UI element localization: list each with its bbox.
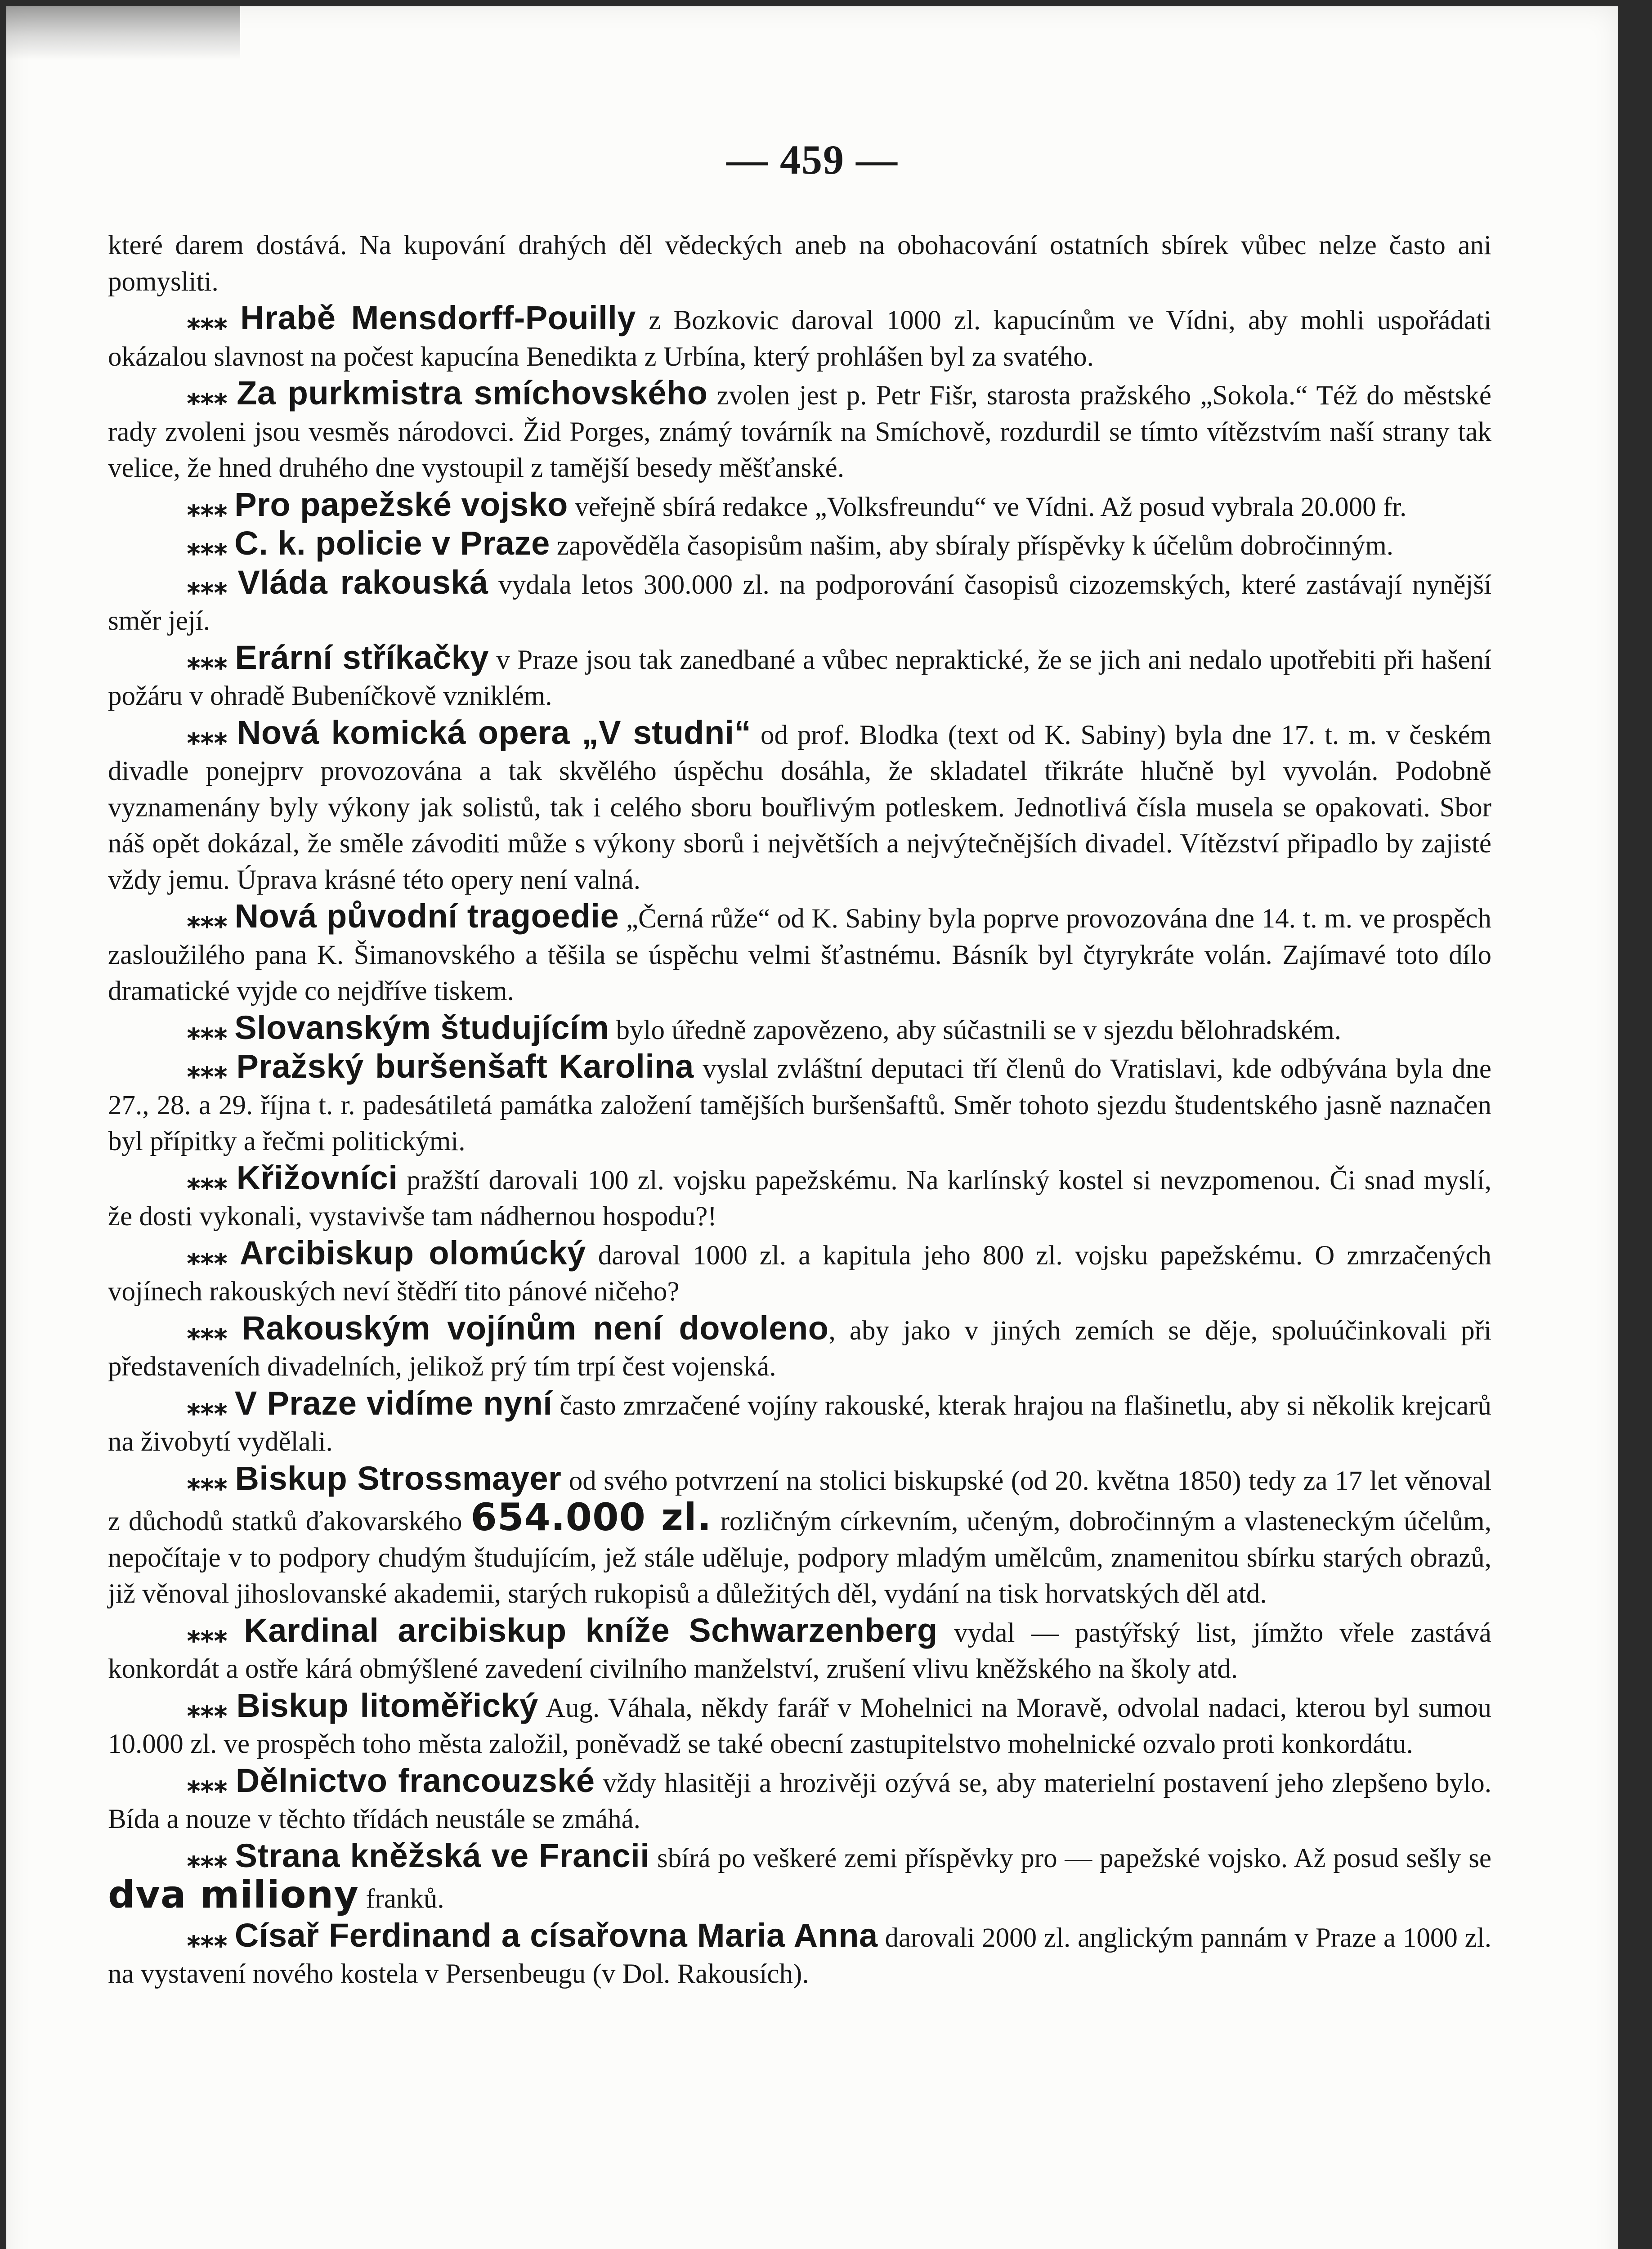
paragraph-heading: Nová původní tragoedie — [234, 897, 619, 935]
paragraph-text-continued: rozličným církevním, učeným, dobročinným a vlasteneckým účelům, nepočítaje v to podpory chudým študujícím, jež stále uděluje, podpory mladým umělcům, znamenitou sbírku starých obrazů, již věnoval jihoslovanské akademii, starých rukopisů a důležitých děl, vydání na tisk horvatských děl atd. — [108, 1506, 1491, 1609]
asterism-mark: ⁎⁎⁎ — [187, 1015, 228, 1045]
news-paragraph — [108, 1688, 1491, 1763]
news-paragraph — [108, 1310, 1491, 1385]
asterism-mark: ⁎⁎⁎ — [187, 1241, 228, 1270]
asterism-mark: ⁎⁎⁎ — [187, 904, 228, 933]
asterism-mark: ⁎⁎⁎ — [187, 1693, 228, 1723]
asterism-mark: ⁎⁎⁎ — [187, 720, 228, 750]
news-paragraph — [108, 300, 1491, 375]
paragraph-heading: Císař Ferdinand a císařovna Maria Anna — [234, 1916, 878, 1954]
news-paragraph — [108, 1838, 1491, 1917]
asterism-mark: ⁎⁎⁎ — [187, 645, 228, 675]
paragraph-text: daroval 1000 zl. a kapitula jeho 800 zl. vojsku papežskému. O zmrzačených vojínech rakouských neví štědří tito pánové ničeho? — [108, 1240, 1492, 1307]
asterism-mark: ⁎⁎⁎ — [187, 1466, 228, 1496]
asterism-mark: ⁎⁎⁎ — [187, 1843, 228, 1873]
news-paragraph — [108, 1917, 1491, 1993]
paragraph-heading: Křižovníci — [236, 1159, 398, 1196]
paragraph-text: které darem dostává. Na kupování drahých děl vědeckých aneb na obohacování ostatních sbírek vůbec nelze často ani pomysliti. — [108, 230, 1491, 297]
paragraph-text: vždy hlasitěji a hrozivěji ozývá se, aby materielní postavení jeho zlepšeno bylo. Bída a nouze v těchto třídách neustále se zmáhá. — [108, 1768, 1492, 1834]
paragraph-text: v Praze jsou tak zanedbané a vůbec nepraktické, že se jich ani nedalo upotřebiti při hašení požáru v ohradě Bubeníčkově vzniklém. — [108, 645, 1491, 711]
asterism-mark: ⁎⁎⁎ — [187, 1768, 228, 1798]
news-paragraph — [108, 228, 1491, 300]
paragraph-text: vydal — pastýřský list, jímžto vřele zastává konkordát a ostře kárá obmýšlené zavedení civilního manželství, zrušení vlivu kněžského na školy atd. — [108, 1617, 1491, 1684]
asterism-mark: ⁎⁎⁎ — [187, 381, 228, 410]
paragraph-heading: Biskup Strossmayer — [235, 1459, 562, 1497]
paragraph-text: „Černá růže“ od K. Sabiny byla poprve provozována dne 14. t. m. ve prospěch zasloužilého pana K. Šimanovského a těšila se úspěchu velmi šťastnému. Básník byl čtyrykráte volán. Zajímavé toto dílo dramatické vyjde co nejdříve tiskem. — [108, 904, 1491, 1006]
emphasized-amount: 654.000 zl. — [470, 1495, 712, 1539]
paragraph-heading: Slovanským študujícím — [234, 1008, 609, 1046]
paragraph-heading: Vláda rakouská — [237, 563, 488, 601]
emphasized-amount: dva miliony — [108, 1873, 359, 1917]
scan-corner-shadow — [6, 6, 240, 60]
paragraph-heading: V Praze vidíme nyní — [234, 1384, 553, 1422]
news-paragraph — [108, 1010, 1491, 1049]
asterism-mark: ⁎⁎⁎ — [187, 1618, 228, 1648]
news-paragraph — [108, 640, 1491, 715]
paragraph-text: zvolen jest p. Petr Fišr, starosta pražského „Sokola.“ Též do městské rady zvoleni jsou vesměs národovci. Žid Porges, známý továrník na Smíchově, rozdurdil se tímto vítězstvím naší strany tak velice, že hned druhého dne vystoupil z tamější besedy měšťanské. — [108, 381, 1492, 483]
paragraph-text: z Bozkovic daroval 1000 zl. kapucínům ve Vídni, aby mohli uspořádati okázalou slavnost na počest kapucína Benedikta z Urbína, který prohlášen byl za svatého. — [108, 305, 1492, 372]
asterism-mark: ⁎⁎⁎ — [187, 1054, 228, 1084]
news-paragraph — [108, 898, 1491, 1010]
news-paragraph — [108, 1160, 1491, 1235]
paragraph-heading: Za purkmistra smíchovského — [237, 374, 708, 412]
paragraph-text: sbírá po veškeré zemi příspěvky pro — papežské vojsko. Až posud sešly se — [649, 1843, 1492, 1873]
paragraph-text: vyslal zvláštní deputaci tří členů do Vratislavi, kde odbývána byla dne 27., 28. a 29. října t. r. padesátiletá památka založení tamějších buršenšaftů. Směr tohoto sjezdu študentského jasně naznačen byl přípitky a řečmi politickými. — [108, 1054, 1491, 1156]
paragraph-heading: Strana kněžská ve Francii — [235, 1837, 650, 1874]
news-paragraph — [108, 487, 1491, 526]
news-paragraph — [108, 375, 1491, 487]
paragraph-text: vydala letos 300.000 zl. na podporování časopisů cizozemských, které zastávají nynější směr její. — [108, 569, 1492, 636]
asterism-mark: ⁎⁎⁎ — [187, 1316, 228, 1345]
document-page — [6, 6, 1618, 2249]
paragraph-heading: Hrabě Mensdorff-Pouilly — [240, 299, 636, 336]
asterism-mark: ⁎⁎⁎ — [187, 1923, 228, 1953]
paragraph-heading: Arcibiskup olomúcký — [240, 1234, 586, 1272]
news-paragraph — [108, 525, 1491, 564]
news-paragraph — [108, 564, 1491, 640]
paragraph-text: často zmrzačené vojíny rakouské, kterak hrajou na flašinetlu, aby si několik krejcarů na živobytí vydělali. — [108, 1390, 1491, 1457]
asterism-mark: ⁎⁎⁎ — [187, 531, 228, 560]
news-paragraph — [108, 1385, 1491, 1461]
page-number: — 459 — — [726, 137, 898, 183]
paragraph-heading: Pražský buršenšaft Karolina — [236, 1048, 694, 1085]
paragraph-text: pražští darovali 100 zl. vojsku papežskému. Na karlínský kostel si nevzpomenou. Či snad myslí, že dosti vykonali, vystavivše tam nádhernou hospodu?! — [108, 1165, 1491, 1232]
paragraph-text: bylo úředně zapovězeno, aby súčastnili se v sjezdu bělohradském. — [609, 1015, 1342, 1045]
paragraph-heading: C. k. policie v Praze — [234, 524, 550, 562]
paragraph-text: , aby jako v jiných zemích se děje, spoluúčinkovali při představeních divadelních, jelikož prý tím trpí čest vojenská. — [108, 1315, 1491, 1382]
asterism-mark: ⁎⁎⁎ — [187, 570, 228, 600]
paragraph-text: od svého potvrzení na stolici biskupské (od 20. května 1850) tedy za 17 let věnoval z důchodů statků ďakovarského — [108, 1465, 1491, 1537]
paragraph-heading: Nová komická opera „V studni“ — [237, 713, 752, 751]
paragraph-heading: Rakouským vojínům není dovoleno — [242, 1309, 829, 1347]
asterism-mark: ⁎⁎⁎ — [187, 1391, 228, 1420]
asterism-mark: ⁎⁎⁎ — [187, 1165, 228, 1195]
paragraph-heading: Biskup litoměřický — [236, 1686, 538, 1724]
paragraph-heading: Pro papežské vojsko — [234, 485, 568, 523]
news-paragraph — [108, 1048, 1491, 1160]
paragraph-text-continued: franků. — [358, 1884, 444, 1914]
news-paragraph — [108, 1763, 1491, 1838]
paragraph-heading: Erární stříkačky — [235, 638, 489, 676]
paragraph-text: od prof. Blodka (text od K. Sabiny) byla dne 17. t. m. v českém divadle ponejprv provozována a tak skvělého úspěchu dosáhla, že skladatel třikráte hlučně byl vyvolán. Podobně vyznamenány byly výkony jak solistů, tak i celého sboru bouřlivým potleskem. Jednotlivá čísla musela se opakovati. Sbor náš opět dokázal, že směle závoditi může s výkony sborů i největších a nejvýtečnějších divadel. Vítězství připadlo by zajisté vždy jemu. Úprava krásné této opery není valná. — [108, 720, 1492, 895]
paragraph-heading: Dělnictvo francouzské — [235, 1761, 595, 1799]
paragraph-text: Aug. Váhala, někdy farář v Mohelnici na Moravě, odvolal nadaci, kterou byl sumou 10.000 zl. ve prospěch toho města založil, poněvadž se také obecní zastupitelstvo mohelnické ozvalo proti konkordátu. — [108, 1693, 1492, 1759]
asterism-mark: ⁎⁎⁎ — [187, 306, 228, 335]
article-body — [108, 228, 1491, 1993]
news-paragraph — [108, 1613, 1491, 1688]
paragraph-text: veřejně sbírá redakce „Volksfreundu“ ve Vídni. Až posud vybrala 20.000 fr. — [568, 492, 1407, 522]
paragraph-text: zapověděla časopisům našim, aby sbíraly příspěvky k účelům dobročinným. — [550, 531, 1394, 561]
news-paragraph — [108, 715, 1491, 899]
news-paragraph — [108, 1235, 1491, 1310]
news-paragraph — [108, 1461, 1491, 1613]
paragraph-text: darovali 2000 zl. anglickým pannám v Praze a 1000 zl. na vystavení nového kostela v Persenbeugu (v Dol. Rakousích). — [108, 1922, 1492, 1989]
asterism-mark: ⁎⁎⁎ — [187, 492, 228, 522]
paragraph-heading: Kardinal arcibiskup kníže Schwarzenberg — [244, 1611, 938, 1649]
